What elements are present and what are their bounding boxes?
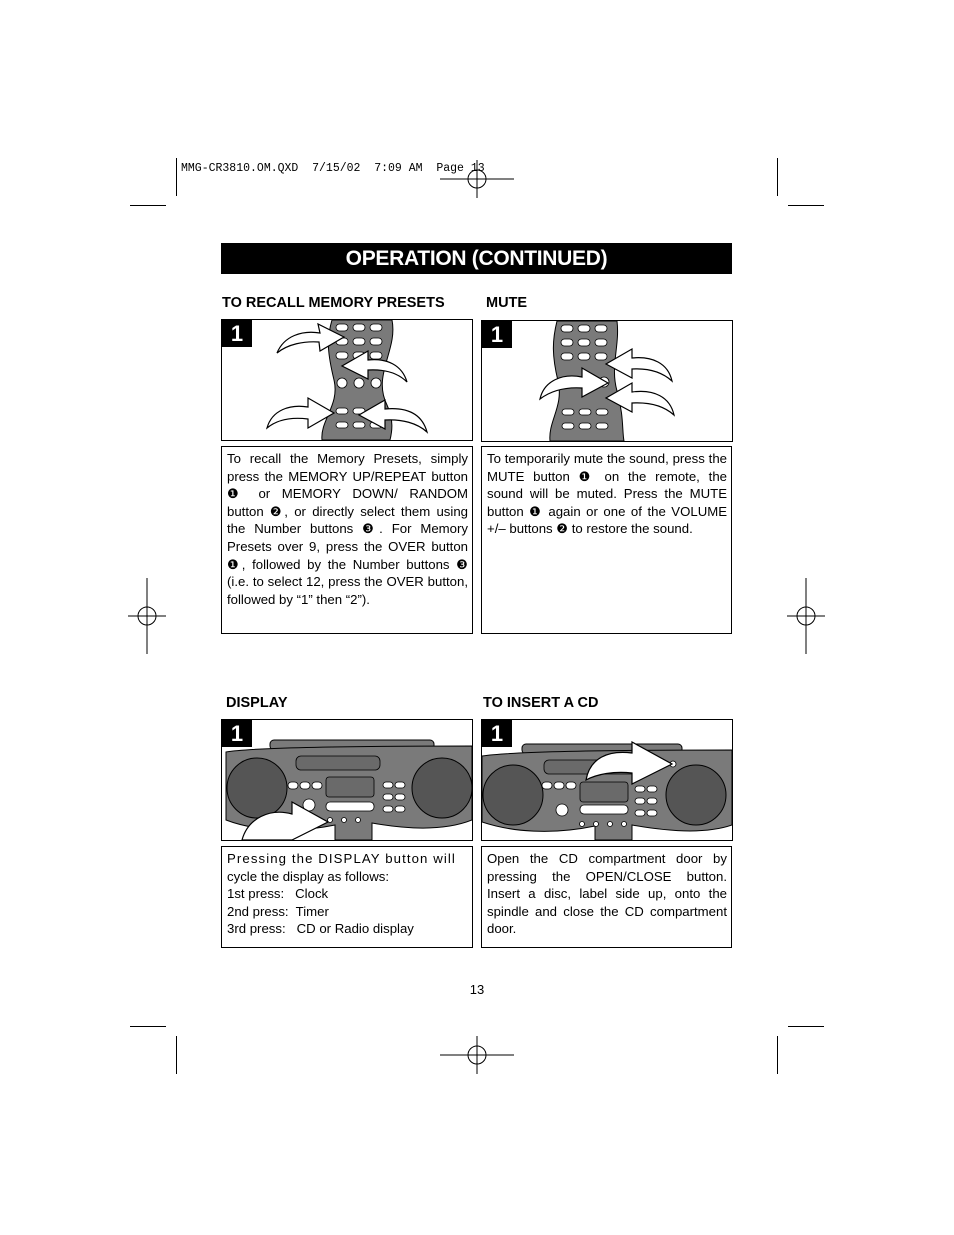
- print-slug: MMG-CR3810.OM.QXD 7/15/02 7:09 AM Page 13: [181, 162, 485, 175]
- text-box-display: [221, 846, 473, 948]
- figure-stereo-display: [221, 719, 473, 841]
- remote-illustration: [482, 321, 732, 441]
- remote-illustration: [222, 320, 472, 440]
- stereo-illustration: [482, 720, 732, 840]
- display-press-1: 1st press: Clock: [227, 886, 329, 902]
- heading-insert-cd: TO INSERT A CD: [483, 695, 599, 711]
- instruction-text: Open the CD compartment door by pressing the OPEN/CLOSE button. Insert a disc, label side up, onto the spindle and close the CD compartment door.: [487, 851, 727, 937]
- figure-remote-mute: [481, 320, 733, 442]
- instruction-text: To recall the Memory Presets, simply press the MEMORY UP/REPEAT button ❶ or MEMORY DOWN/ RANDOM button ❷, or directly select them using the Number buttons ❸. For Memory Presets over 9, press the OVER button ❶, followed by the Number buttons ❸ (i.e. to select 12, press the OVER button, followed by “1” then “2”).: [227, 451, 468, 607]
- text-box-recall: [221, 446, 473, 634]
- step-number-badge: 1: [222, 720, 252, 747]
- display-press-2: 2nd press: Timer: [227, 903, 329, 919]
- heading-recall-memory-presets: TO RECALL MEMORY PRESETS: [222, 295, 445, 311]
- heading-display: DISPLAY: [226, 695, 288, 711]
- display-text-line: Pressing the DISPLAY button will: [227, 851, 456, 866]
- text-box-mute: [481, 446, 732, 634]
- section-banner: OPERATION (CONTINUED): [221, 243, 732, 274]
- step-number-badge: 1: [222, 320, 252, 347]
- display-press-3: 3rd press: CD or Radio display: [227, 921, 414, 937]
- stereo-illustration: [222, 720, 472, 840]
- page-number: 13: [469, 982, 485, 997]
- step-number-badge: 1: [482, 720, 512, 747]
- step-number-badge: 1: [482, 321, 512, 348]
- heading-mute: MUTE: [486, 295, 528, 311]
- figure-stereo-insert-cd: [481, 719, 733, 841]
- figure-remote-recall: [221, 319, 473, 441]
- instruction-text: To temporarily mute the sound, press the MUTE button ❶ on the remote, the sound will be muted. Press the MUTE button ❶ again or one of the VOLUME +/– buttons ❷ to restore the sound.: [487, 451, 727, 537]
- text-box-insert-cd: [481, 846, 732, 948]
- display-text-line: cycle the display as follows:: [227, 868, 389, 884]
